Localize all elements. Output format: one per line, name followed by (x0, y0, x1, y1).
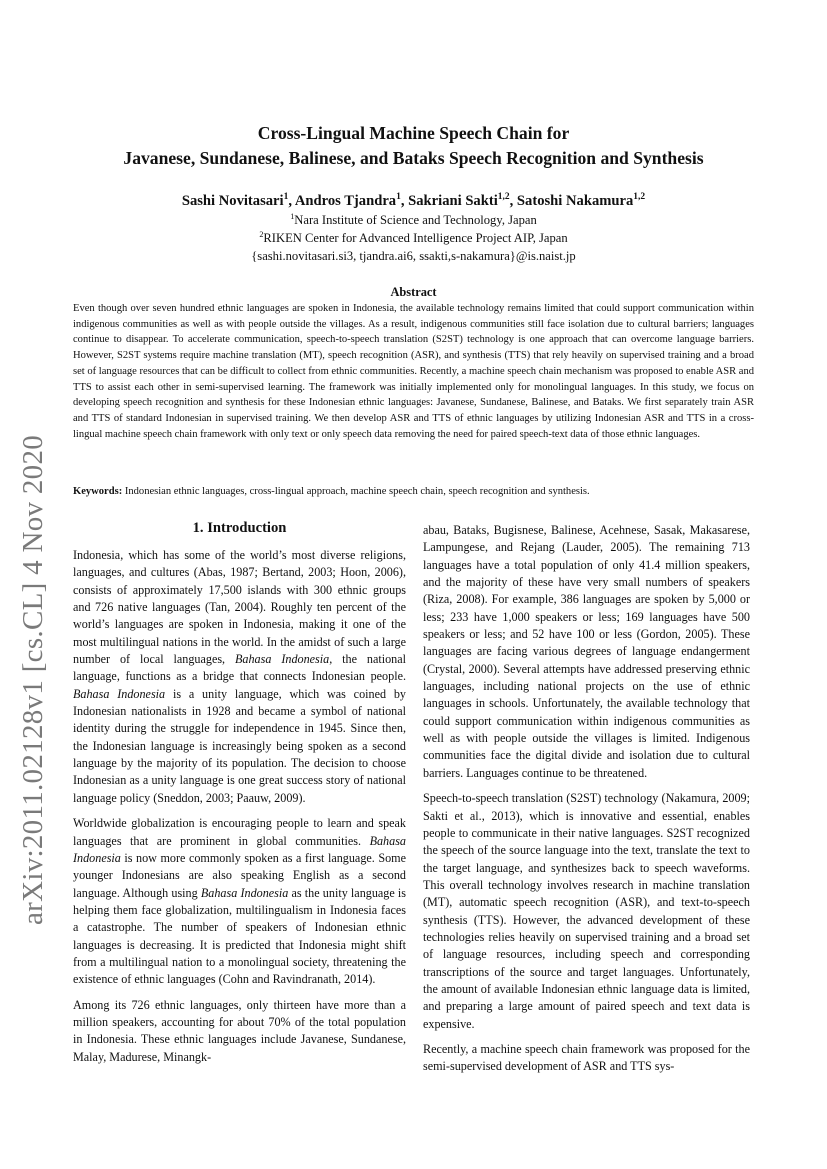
body-paragraph (423, 522, 750, 782)
author-affiliation-mark: 1,2 (497, 192, 510, 203)
paragraph-text: as the unity language is helping them face globalization, multilingualism in Indonesia faces a catastrophe. The number of speakers of Indonesian ethnic languages is decreasing. It is predicted that Indonesia might shift from a multilingual nation to a monolingual society, threatening the existence of ethnic languages (Cohn and Ravindranath, 2014). (73, 885, 407, 987)
title-line-2: Javanese, Sundanese, Balinese, and Bataks Speech Recognition and Synthesis (123, 148, 704, 168)
body-paragraph (73, 815, 406, 988)
paragraph-text: Among its 726 ethnic languages, only thirteen have more than a million speakers, accounting for about 70% of the total population in Indonesia. These ethnic languages include Javanese, Sundanese, Malay, Madurese, Minangk- (73, 997, 406, 1064)
body-paragraph (423, 1041, 750, 1076)
left-column (73, 547, 406, 1074)
body-paragraph (73, 547, 406, 807)
right-column (423, 522, 750, 1084)
body-paragraph (423, 790, 750, 1033)
arxiv-stamp: arXiv:2011.02128v1 [cs.CL] 4 Nov 2020 (17, 434, 49, 925)
keywords-label: Keywords: (73, 486, 123, 497)
keywords (73, 484, 773, 499)
paragraph-text: , the national language, functions as a bridge that connects Indonesian people. (73, 652, 407, 684)
paragraph-text: is now more commonly spoken as a first language. Some younger Indonesians are also speaking English as a second language. Although using (73, 850, 406, 900)
paragraph-text: is a unity language, which was coined by Indonesian nationalists in 1928 and became a symbol of national identity during the struggle for independence in 1945. Since then, the Indonesian language is increasingly being spoken as a second language by the majority of its population. The decision to choose Indonesian as a unity language is one great success story of national language policy (Sneddon, 2003; Paauw, 2009). (73, 686, 406, 805)
author-list: Sashi Novitasari$^1$, Andros Tjandra$^1$, Sakriani Sakti$^{1,2}$, Satoshi Nakamura$^{1,2}$ (181, 192, 646, 209)
author-affiliation-mark: 1 (396, 192, 401, 203)
author-affiliation-mark: 1,2 (633, 192, 646, 203)
paragraph-text: abau, Bataks, Bugisnese, Balinese, Acehnese, Sasak, Makasarese, Lampungese, and Rejang (Lauder, 2005). The remaining 713 languages have a total population of only 41.4 million speakers, and the majority of these have very small numbers of speakers (Riza, 2008). For example, 386 languages are spoken by 5,000 or less; 233 have 1,000 speakers or less; 169 languages have 500 speakers or less; and 52 have 100 or less (Gordon, 2005). These languages are facing various degrees of language endangerment (Crystal, 2000). Several attempts have addressed preserving ethnic languages, including national projects on the use of ethnic languages in schools. Unfortunately, the available technology that could support communication within indigenous communities as well as with people outside the villages is limited. Indigenous communities face the digital divide and isolation due to cultural barriers. Languages continue to be threatened. (423, 523, 750, 780)
affiliation-text: RIKEN Center for Advanced Intelligence Project AIP, Japan (263, 231, 568, 245)
section-heading-introduction: 1. Introduction (192, 520, 287, 536)
italic-term: Bahasa Indonesia (235, 652, 330, 667)
italic-term: Bahasa Indonesia (200, 885, 289, 900)
paragraph-text: Speech-to-speech translation (S2ST) technology (Nakamura, 2009; Sakti et al., 2013), which is innovative and essential, enables people to communicate in their native languages. S2ST recognized the speech of the source language into the text, translate the text to the target language, and synthesizes back to speech waveforms. This overall technology involves research in machine translation (MT), automatic speech recognition (ASR), and text-to-speech synthesis (TTS). However, the advanced development of these technologies relies heavily on supervised training and a broad set of language resources, including speech and corresponding transcriptions of the source and target languages. Unfortunately, the amount of available Indonesian ethnic language data is limited, and preparing a large amount of paired speech and text data is expensive. (423, 791, 750, 1031)
italic-term: Bahasa Indonesia (73, 833, 406, 865)
author-affiliation-mark: 1 (283, 192, 289, 203)
keywords-text: Indonesian ethnic languages, cross-lingual approach, machine speech chain, speech recognition and synthesis. (124, 486, 590, 497)
author-name: Sashi Novitasari (181, 193, 284, 209)
author-name: Sakriani Sakti (408, 193, 498, 209)
author-name: Satoshi Nakamura (516, 193, 634, 209)
paper-title (60, 121, 767, 171)
body-paragraph (73, 997, 406, 1066)
paragraph-text: Indonesia, which has some of the world’s most diverse religions, languages, and cultures (Abas, 1987; Bertand, 2003; Hoon, 2006), consists of approximately 17,500 islands with 300 ethnic groups and 726 native languages (Tan, 2004). Roughly ten percent of the world’s languages are spoken in Indonesia, making it one of the most multilingual nations in the world. In the amidst of such a large number of local languages, (73, 548, 406, 667)
abstract-text: Even though over seven hundred ethnic languages are spoken in Indonesia, the available technology remains limited that could support communication within indigenous communities as well as with people outside the villages. As a result, indigenous communities still face isolation due to cultural barriers; languages continue to disappear. To accelerate communication, speech-to-speech translation (S2ST) technology is one approach that can overcome language barriers. However, S2ST systems require machine translation (MT), speech recognition (ASR), and synthesis (TTS) that rely heavily on supervised training and a broad set of language resources that can be difficult to collect from ethnic communities. Recently, a machine speech chain mechanism was proposed to enable ASR and TTS to assist each other in semi-supervised learning. The framework was initially implemented only for monolingual languages. In this study, we focus on developing speech recognition and synthesis for these Indonesian ethnic languages: Javanese, Sundanese, Balinese, and Bataks. We first separately train ASR and TTS of standard Indonesian in supervised training. We then develop ASR and TTS of ethnic languages by utilizing Indonesian ASR and TTS in a cross-lingual machine speech chain framework with only text or only speech data removing the need for paired speech-text data of those ethnic languages. (73, 303, 754, 440)
affiliation-2 (60, 230, 767, 247)
italic-term: Bahasa Indonesia (73, 686, 166, 701)
abstract-heading: Abstract (390, 285, 437, 299)
affiliation-number: 1 (290, 211, 295, 221)
title-line-1: Cross-Lingual Machine Speech Chain for (257, 123, 570, 143)
paragraph-text: Worldwide globalization is encouraging people to learn and speak languages that are prominent in global communities. (73, 816, 406, 848)
author-emails: {sashi.novitasari.si3, tjandra.ai6, ssakti,s-nakamura}@is.naist.jp (251, 249, 576, 263)
affiliation-number: 2 (259, 229, 264, 239)
paragraph-text: Recently, a machine speech chain framework was proposed for the semi-supervised development of ASR and TTS sys- (423, 1041, 750, 1074)
author-name: Andros Tjandra (294, 193, 397, 209)
affiliation-text: Nara Institute of Science and Technology, Japan (294, 213, 537, 227)
affiliation-1 (60, 212, 767, 229)
